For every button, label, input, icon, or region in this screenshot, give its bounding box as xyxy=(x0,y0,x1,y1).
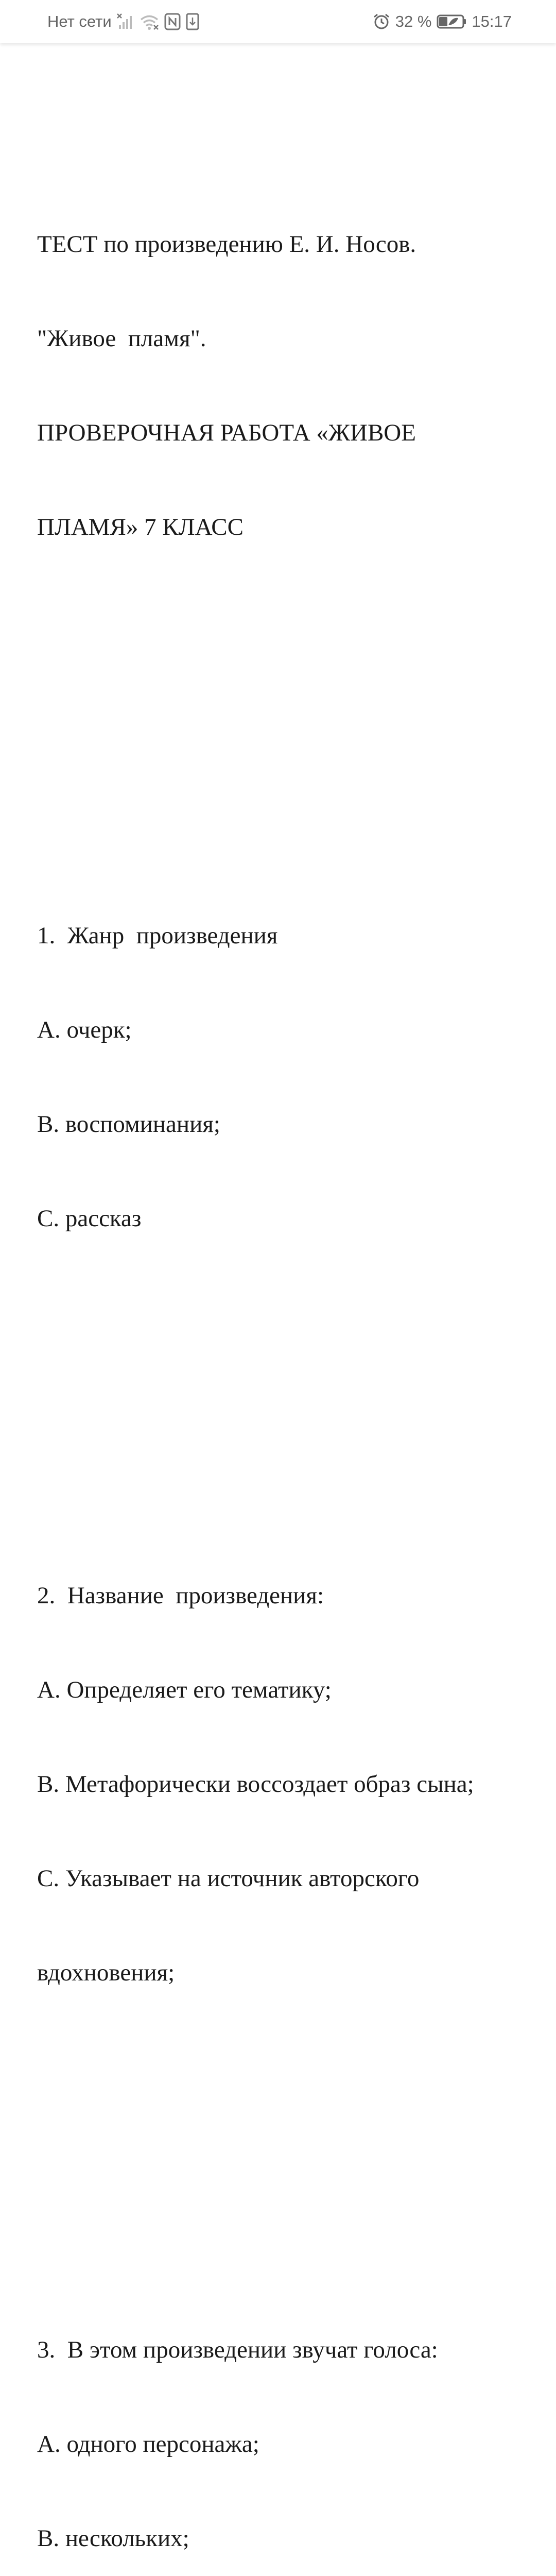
answer-option: В. нескольких; xyxy=(37,2525,189,2552)
download-icon xyxy=(186,11,199,32)
battery-percent: 32 % xyxy=(395,12,432,30)
status-left xyxy=(47,11,199,32)
answer-option: А. Определяет его тематику; xyxy=(37,1676,332,1703)
title-line: ТЕСТ по произведению Е. И. Носов. xyxy=(37,231,416,258)
clock-time: 15:17 xyxy=(472,12,512,30)
title-line: ПРОВЕРОЧНАЯ РАБОТА «ЖИВОЕ xyxy=(37,419,416,446)
answer-option: С. Указывает на источник авторского xyxy=(37,1865,420,1892)
network-status-text: Нет сети xyxy=(47,12,112,30)
question-1 xyxy=(37,857,531,1297)
question-text: 3. В этом произведении звучат голоса: xyxy=(37,2336,438,2363)
question-3 xyxy=(37,2272,531,2576)
wifi-off-icon xyxy=(140,11,159,32)
question-text: 2. Название произведения: xyxy=(37,1582,324,1609)
document-body xyxy=(37,103,531,2576)
question-2 xyxy=(37,1517,531,2052)
title-line: ПЛАМЯ» 7 КЛАСС xyxy=(37,514,244,540)
answer-option: А. одного персонажа; xyxy=(37,2431,259,2458)
answer-option: В. Метафорически воссоздает образ сына; xyxy=(37,1771,474,1798)
question-text: 1. Жанр произведения xyxy=(37,922,278,949)
title-line: "Живое пламя". xyxy=(37,325,206,352)
spacer xyxy=(37,2146,531,2177)
answer-option: вдохновения; xyxy=(37,1959,175,1986)
nfc-icon xyxy=(164,11,181,32)
no-signal-icon xyxy=(117,11,134,32)
document-title xyxy=(37,166,531,606)
answer-option: А. очерк; xyxy=(37,1016,132,1043)
status-right xyxy=(373,11,512,32)
status-bar xyxy=(0,0,556,43)
answer-option: С. рассказ xyxy=(37,1205,142,1232)
alarm-icon xyxy=(373,11,390,32)
answer-option: В. воспоминания; xyxy=(37,1111,220,1138)
spacer xyxy=(37,1392,531,1423)
spacer xyxy=(37,700,531,763)
battery-saver-icon xyxy=(437,11,466,32)
